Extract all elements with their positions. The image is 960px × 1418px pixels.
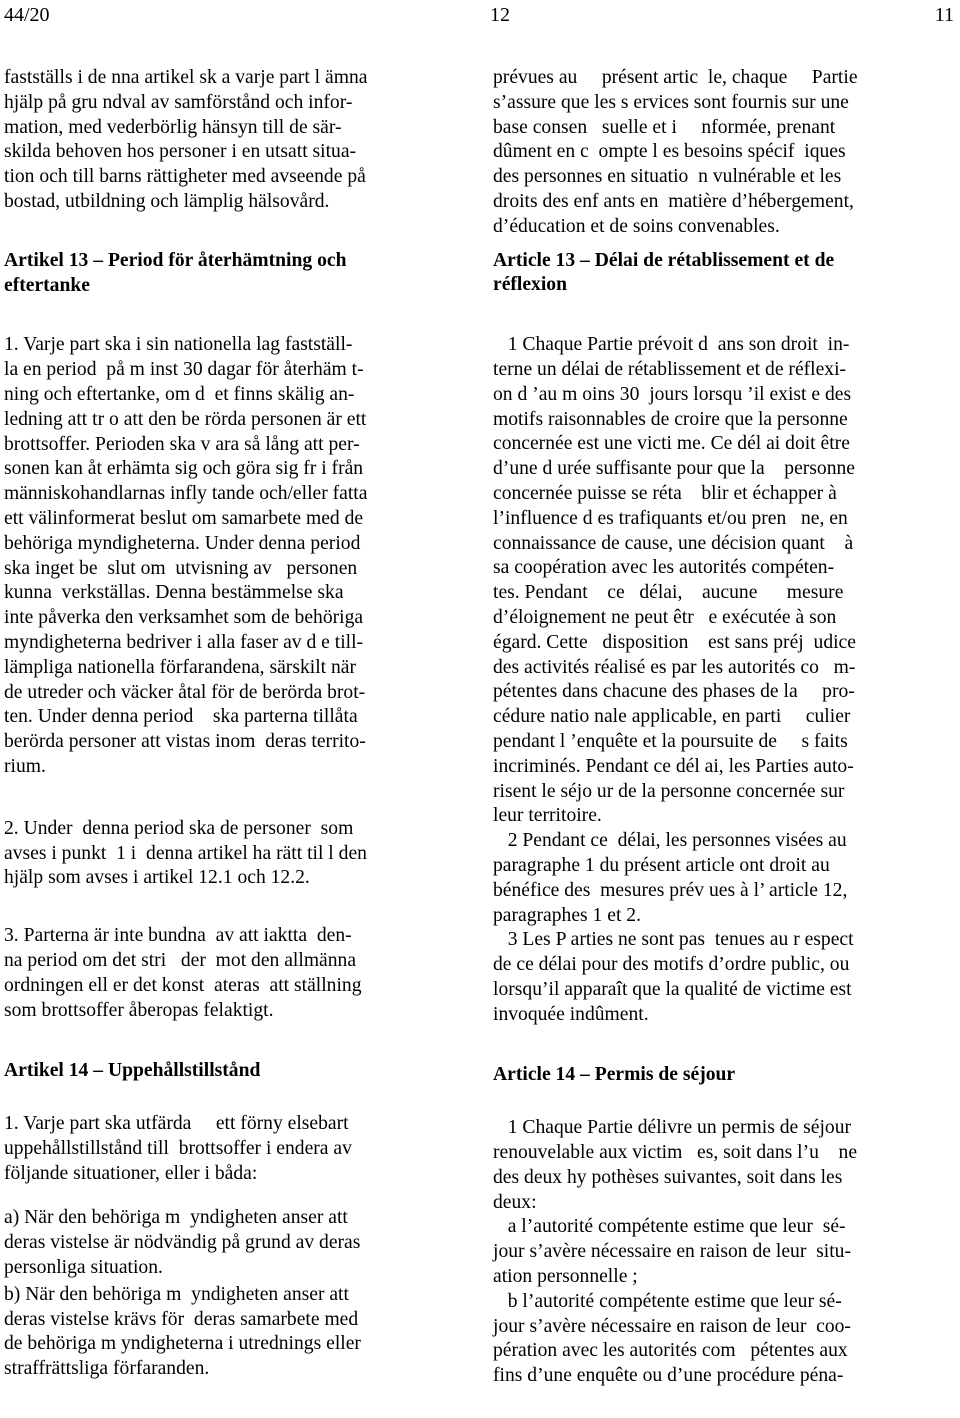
text-line: hjälp som avses i artikel 12.1 och 12.2.: [4, 867, 310, 889]
sv-article-14-paragraph-1: [4, 1112, 466, 1186]
fr-article-13-paragraph-3: [493, 928, 953, 1027]
text-line: 2. Under denna period ska de personer som: [4, 817, 354, 839]
text-line: b l’autorité compétente estime que leur sé-: [493, 1290, 842, 1312]
fr-intro-paragraph: [493, 66, 953, 240]
gap: [4, 298, 466, 333]
text-line: straffrättsliga förfaranden.: [4, 1358, 210, 1380]
sv-article-14-item-a: [4, 1206, 466, 1280]
text-line: terne un délai de rétablissement et de réflexi-: [493, 358, 847, 380]
text-line: lämpliga nationella förfarandena, särskilt när: [4, 656, 356, 678]
text-line: des personnes en situatio n vulnérable et les: [493, 166, 842, 188]
text-line: tes. Pendant ce délai, aucune mesure: [493, 582, 844, 604]
text-line: personliga situation.: [4, 1257, 163, 1279]
text-line: berörda personer att vistas inom deras territo-: [4, 731, 366, 753]
sv-article-13-paragraph-1: [4, 333, 466, 779]
text-line: d’une d urée suffisante pour que la personne: [493, 458, 856, 480]
sv-article-13-heading: [4, 249, 466, 299]
text-line: Artikel 14 – Uppehållstillstånd: [4, 1060, 261, 1082]
text-line: pétentes dans chacune des phases de la pro-: [493, 681, 855, 703]
text-line: 1 Chaque Partie prévoit d ans son droit in-: [493, 334, 850, 356]
text-line: de behöriga m yndigheterna i utrednings eller: [4, 1333, 361, 1355]
text-line: de ce délai pour des motifs d’ordre public, ou: [493, 954, 850, 976]
gap: [4, 891, 466, 924]
text-line: l’influence d es trafiquants et/ou pren ne, en: [493, 507, 848, 529]
text-line: uppehållstillstånd till brottsoffer i endera av: [4, 1137, 352, 1159]
text-line: risent le séjo ur de la personne concernée sur: [493, 780, 845, 802]
text-line: bénéfice des mesures prév ues à l’ article 12,: [493, 879, 848, 901]
text-line: pendant l ’enquête et la poursuite de s faits: [493, 730, 848, 752]
text-line: d’éloignement ne peut êtr e exécutée à son: [493, 606, 837, 628]
text-line: Article 13 – Délai de rétablissement et de: [493, 249, 835, 271]
text-line: pération avec les autorités com pétentes aux: [493, 1340, 848, 1362]
gap: [493, 1027, 953, 1063]
text-line: eftertanke: [4, 274, 90, 296]
text-line: ledning att tr o att den be rörda personen är ett: [4, 408, 367, 430]
page-number-center: 12: [490, 4, 510, 26]
text-line: myndigheterna bedriver i alla faser av d e till-: [4, 631, 364, 653]
text-line: deras vistelse är nödvändig på grund av deras: [4, 1232, 361, 1254]
sv-article-14-item-b: [4, 1283, 466, 1382]
text-line: hjälp på gru ndval av samförstånd och infor-: [4, 91, 353, 113]
page-header: [0, 0, 960, 40]
text-line: Artikel 13 – Period för återhämtning och: [4, 249, 347, 271]
text-line: concernée est une victi me. Ce dél ai doit être: [493, 433, 850, 455]
text-line: concernée puisse se réta blir et échapper à: [493, 482, 837, 504]
text-line: jour s’avère nécessaire en raison de leur situ-: [493, 1241, 851, 1263]
swedish-column: [4, 66, 466, 1382]
fr-article-13-paragraph-1: [493, 333, 953, 829]
text-line: droits des enf ants en matière d’hébergement,: [493, 190, 854, 212]
text-line: b) När den behöriga m yndigheten anser att: [4, 1283, 349, 1305]
text-line: paragraphe 1 du présent article ont droit au: [493, 854, 830, 876]
text-line: s’assure que les s ervices sont fournis sur une: [493, 91, 849, 113]
gap: [493, 240, 953, 249]
page-number-right: 11: [934, 4, 954, 26]
text-line: égard. Cette disposition est sans préj udice: [493, 631, 856, 653]
text-line: la en period på m inst 30 dagar för återhäm t-: [4, 359, 364, 381]
text-line: 1. Varje part ska i sin nationella lag fastställ-: [4, 334, 353, 356]
text-line: a) När den behöriga m yndigheten anser att: [4, 1207, 348, 1229]
gap: [4, 215, 466, 249]
text-line: prévues au présent artic le, chaque Partie: [493, 67, 858, 88]
sv-article-14-heading: [4, 1059, 466, 1084]
fr-article-14-heading: [493, 1063, 953, 1088]
text-line: sonen kan åt erhämta sig och göra sig fr i från: [4, 458, 364, 480]
text-line: cédure natio nale applicable, en parti culier: [493, 706, 851, 728]
sv-article-13-paragraph-3: [4, 924, 466, 1023]
text-line: invoquée indûment.: [493, 1003, 649, 1025]
gap: [4, 780, 466, 817]
text-line: rium.: [4, 755, 46, 777]
text-line: paragraphes 1 et 2.: [493, 904, 641, 926]
gap: [4, 1084, 466, 1112]
text-line: 1 Chaque Partie délivre un permis de séjour: [493, 1117, 852, 1139]
text-line: ska inget be slut om utvisning av personen: [4, 557, 358, 579]
text-line: renouvelable aux victim es, soit dans l’u ne: [493, 1142, 858, 1164]
document-number: 44/20: [4, 4, 50, 26]
text-line: dûment en c ompte l es besoins spécif iques: [493, 141, 846, 163]
fr-article-14-item-a: [493, 1215, 953, 1289]
sv-intro-paragraph: [4, 66, 466, 215]
text-line: jour s’avère nécessaire en raison de leur coo-: [493, 1315, 851, 1337]
text-line: 1. Varje part ska utfärda ett förny elsebart: [4, 1113, 349, 1135]
text-line: de utreder och väcker åtal för de berörda brot-: [4, 681, 366, 703]
text-line: bostad, utbildning och lämplig hälsovård.: [4, 190, 330, 212]
text-line: följande situationer, eller i båda:: [4, 1162, 258, 1184]
text-line: behöriga myndigheterna. Under denna period: [4, 532, 361, 554]
text-line: ett välinformerat beslut om samarbete med de: [4, 507, 364, 529]
gap: [493, 1088, 953, 1116]
text-line: tion och till barns rättigheter med avseende på: [4, 166, 366, 188]
fr-article-14-paragraph-1: [493, 1116, 953, 1215]
text-line: mation, med vederbörlig hänsyn till de sär-: [4, 116, 342, 138]
text-line: fins d’une enquête ou d’une procédure péna-: [493, 1365, 844, 1387]
text-line: Article 14 – Permis de séjour: [493, 1064, 736, 1086]
text-line: na period om det stri der mot den allmänna: [4, 949, 357, 971]
text-line: a l’autorité compétente estime que leur sé-: [493, 1216, 846, 1238]
text-line: on d ’au m oins 30 jours lorsqu ’il exist e des: [493, 383, 852, 405]
text-line: motifs raisonnables de croire que la personne: [493, 408, 848, 430]
text-line: lorsqu’il apparaît que la qualité de victime est: [493, 978, 852, 1000]
text-line: deux:: [493, 1191, 537, 1213]
text-line: inte påverka den verksamhet som de behöriga: [4, 607, 364, 629]
text-line: ordningen ell er det konst ateras att ställning: [4, 974, 362, 996]
text-line: connaissance de cause, une décision quant à: [493, 532, 854, 554]
sv-article-13-paragraph-2: [4, 817, 466, 891]
text-line: människohandlarnas infly tande och/eller fatta: [4, 483, 368, 505]
text-line: base consen suelle et i nformée, prenant: [493, 116, 836, 138]
text-line: 3. Parterna är inte bundna av att iaktta den-: [4, 925, 352, 947]
text-line: réflexion: [493, 274, 567, 296]
fr-article-14-item-b: [493, 1290, 953, 1389]
text-line: deras vistelse krävs för deras samarbete med: [4, 1308, 359, 1330]
text-line: des activités réalisé es par les autorités co m-: [493, 656, 856, 678]
gap: [4, 1186, 466, 1206]
text-line: incriminés. Pendant ce dél ai, les Parties auto-: [493, 755, 854, 777]
french-column: [493, 66, 953, 1389]
text-line: des deux hy pothèses suivantes, soit dans les: [493, 1166, 843, 1188]
text-line: skilda behoven hos personer i en utsatt situa-: [4, 141, 357, 163]
fr-article-13-paragraph-2: [493, 829, 953, 928]
text-line: sa coopération avec les autorités compéten-: [493, 557, 835, 579]
fr-article-13-heading: [493, 249, 953, 299]
text-line: brottsoffer. Perioden ska v ara så lång att per-: [4, 433, 360, 455]
text-line: ten. Under denna period ska parterna tillåta: [4, 706, 358, 728]
text-line: ning och eftertanke, om d et finns skälig an-: [4, 383, 355, 405]
text-line: ation personnelle ;: [493, 1266, 638, 1288]
text-line: 3 Les P arties ne sont pas tenues au r espect: [493, 929, 854, 951]
text-line: som brottsoffer åberopas felaktigt.: [4, 999, 274, 1021]
text-line: kunna verkställas. Denna bestämmelse ska: [4, 582, 344, 604]
text-line: leur territoire.: [493, 805, 602, 827]
gap: [4, 1023, 466, 1059]
text-line: fastställs i de nna artikel sk a varje part l ämna: [4, 67, 368, 88]
text-line: avses i punkt 1 i denna artikel ha rätt til l den: [4, 842, 367, 864]
gap: [493, 298, 953, 333]
text-line: 2 Pendant ce délai, les personnes visées au: [493, 830, 847, 852]
text-line: d’éducation et de soins convenables.: [493, 215, 780, 237]
